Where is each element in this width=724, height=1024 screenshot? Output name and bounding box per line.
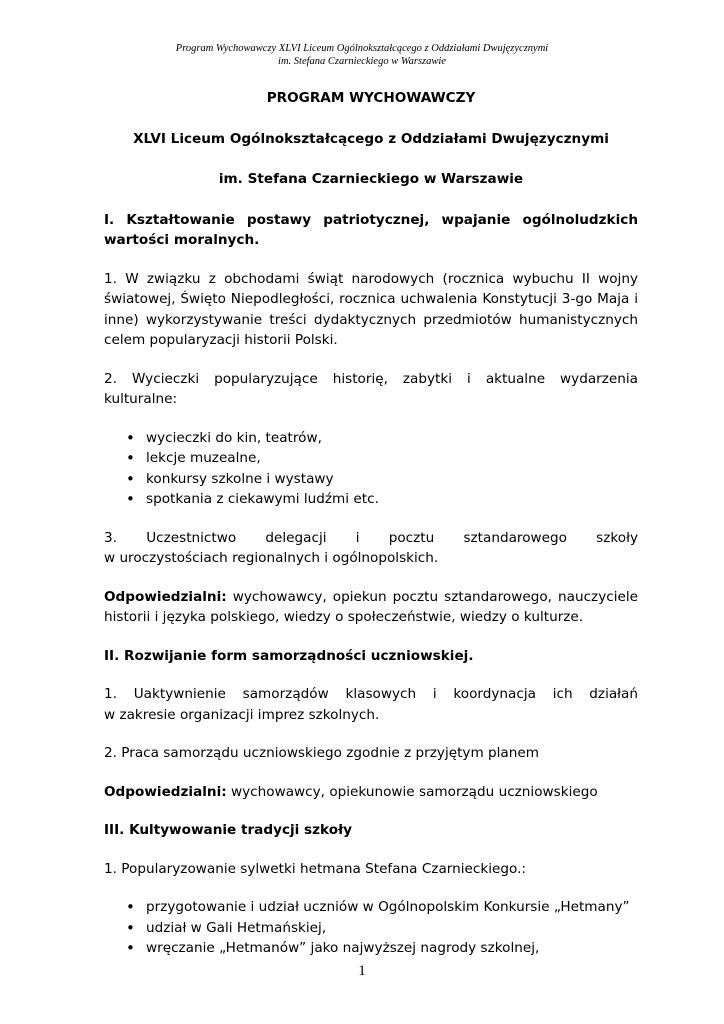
list-item: • konkursy szkolne i wystawy bbox=[146, 469, 638, 490]
section-3-paragraph-1: 1. Popularyzowanie sylwetki hetmana Stefana Czarnieckiego.: bbox=[104, 860, 526, 877]
document-title: PROGRAM WYCHOWAWCZY bbox=[266, 90, 476, 106]
page-number: 1 bbox=[358, 963, 366, 979]
section-2-responsible bbox=[104, 782, 638, 803]
section-1-paragraph-3-line-2: w uroczystościach regionalnych i ogólnopolskich. bbox=[104, 550, 439, 566]
document-body bbox=[104, 88, 638, 959]
list-item: • lekcje muzealne, bbox=[146, 448, 638, 469]
running-header-line-1: Program Wychowawczy XLVI Liceum Ogólnokształcącego z Oddziałami Dwujęzycznymi bbox=[175, 43, 549, 54]
running-header-line-2: im. Stefana Czarnieckiego w Warszawie bbox=[278, 56, 446, 67]
section-2-paragraph-1-line-1: 1. Uaktywnienie samorządów klasowych i koordynacja ich działań bbox=[104, 686, 638, 702]
responsible-label: Odpowiedzialni: bbox=[104, 588, 227, 605]
section-1-paragraph-2: 2. Wycieczki popularyzujące historię, zabytki i aktualne wydarzenia kulturalne: bbox=[104, 370, 638, 407]
running-header bbox=[0, 42, 724, 68]
school-patron: im. Stefana Czarnieckiego w Warszawie bbox=[218, 171, 524, 187]
school-name: XLVI Liceum Ogólnokształcącego z Oddziałami Dwujęzycznymi bbox=[133, 130, 609, 147]
section-1-paragraph-1: 1. W związku z obchodami świąt narodowych (rocznica wybuchu II wojny światowej, Święto Niepodległości, rocznica uchwalenia Konstytucji 3-go Maja i inne) wykorzystywanie treści dydaktycznych przedmiotów humanistycznych celem popularyzacji historii Polski. bbox=[104, 270, 638, 348]
section-2-paragraph-1 bbox=[104, 684, 638, 725]
section-3-heading: III. Kultywowanie tradycji szkoły bbox=[104, 822, 352, 838]
list-item: • wycieczki do kin, teatrów, bbox=[146, 428, 638, 449]
section-2-heading: II. Rozwijanie form samorządności uczniowskiej. bbox=[104, 647, 474, 664]
responsible-label: Odpowiedzialni: bbox=[104, 783, 227, 800]
list-item: • przygotowanie i udział uczniów w Ogólnopolskim Konkursie „Hetmany” bbox=[146, 897, 638, 918]
section-1-paragraph-3-line-1: 3. Uczestnictwo delegacji i pocztu sztandarowego szkoły bbox=[104, 529, 638, 546]
section-1-heading: I. Kształtowanie postawy patriotycznej, wpajanie ogólnoludzkich wartości moralnych. bbox=[104, 211, 638, 248]
section-3-bullet-list bbox=[104, 897, 638, 959]
responsible-text: wychowawcy, opiekun pocztu sztandarowego, nauczyciele historii i języka polskiego, wiedzy o społeczeństwie, wiedzy o kulturze. bbox=[104, 588, 638, 625]
list-item: • udział w Gali Hetmańskiej, bbox=[146, 918, 638, 939]
list-item: • spotkania z ciekawymi ludźmi etc. bbox=[146, 489, 638, 510]
section-2-paragraph-1-line-2: w zakresie organizacji imprez szkolnych. bbox=[104, 706, 380, 723]
responsible-text: wychowawcy, opiekunowie samorządu uczniowskiego bbox=[226, 783, 598, 800]
section-2-paragraph-2: 2. Praca samorządu uczniowskiego zgodnie z przyjętym planem bbox=[104, 745, 539, 761]
section-1-bullet-list bbox=[104, 428, 638, 510]
section-1-responsible bbox=[104, 587, 638, 628]
list-item: • wręczanie „Hetmanów” jako najwyższej nagrody szkolnej, bbox=[146, 938, 638, 959]
section-1-paragraph-3 bbox=[104, 528, 638, 569]
